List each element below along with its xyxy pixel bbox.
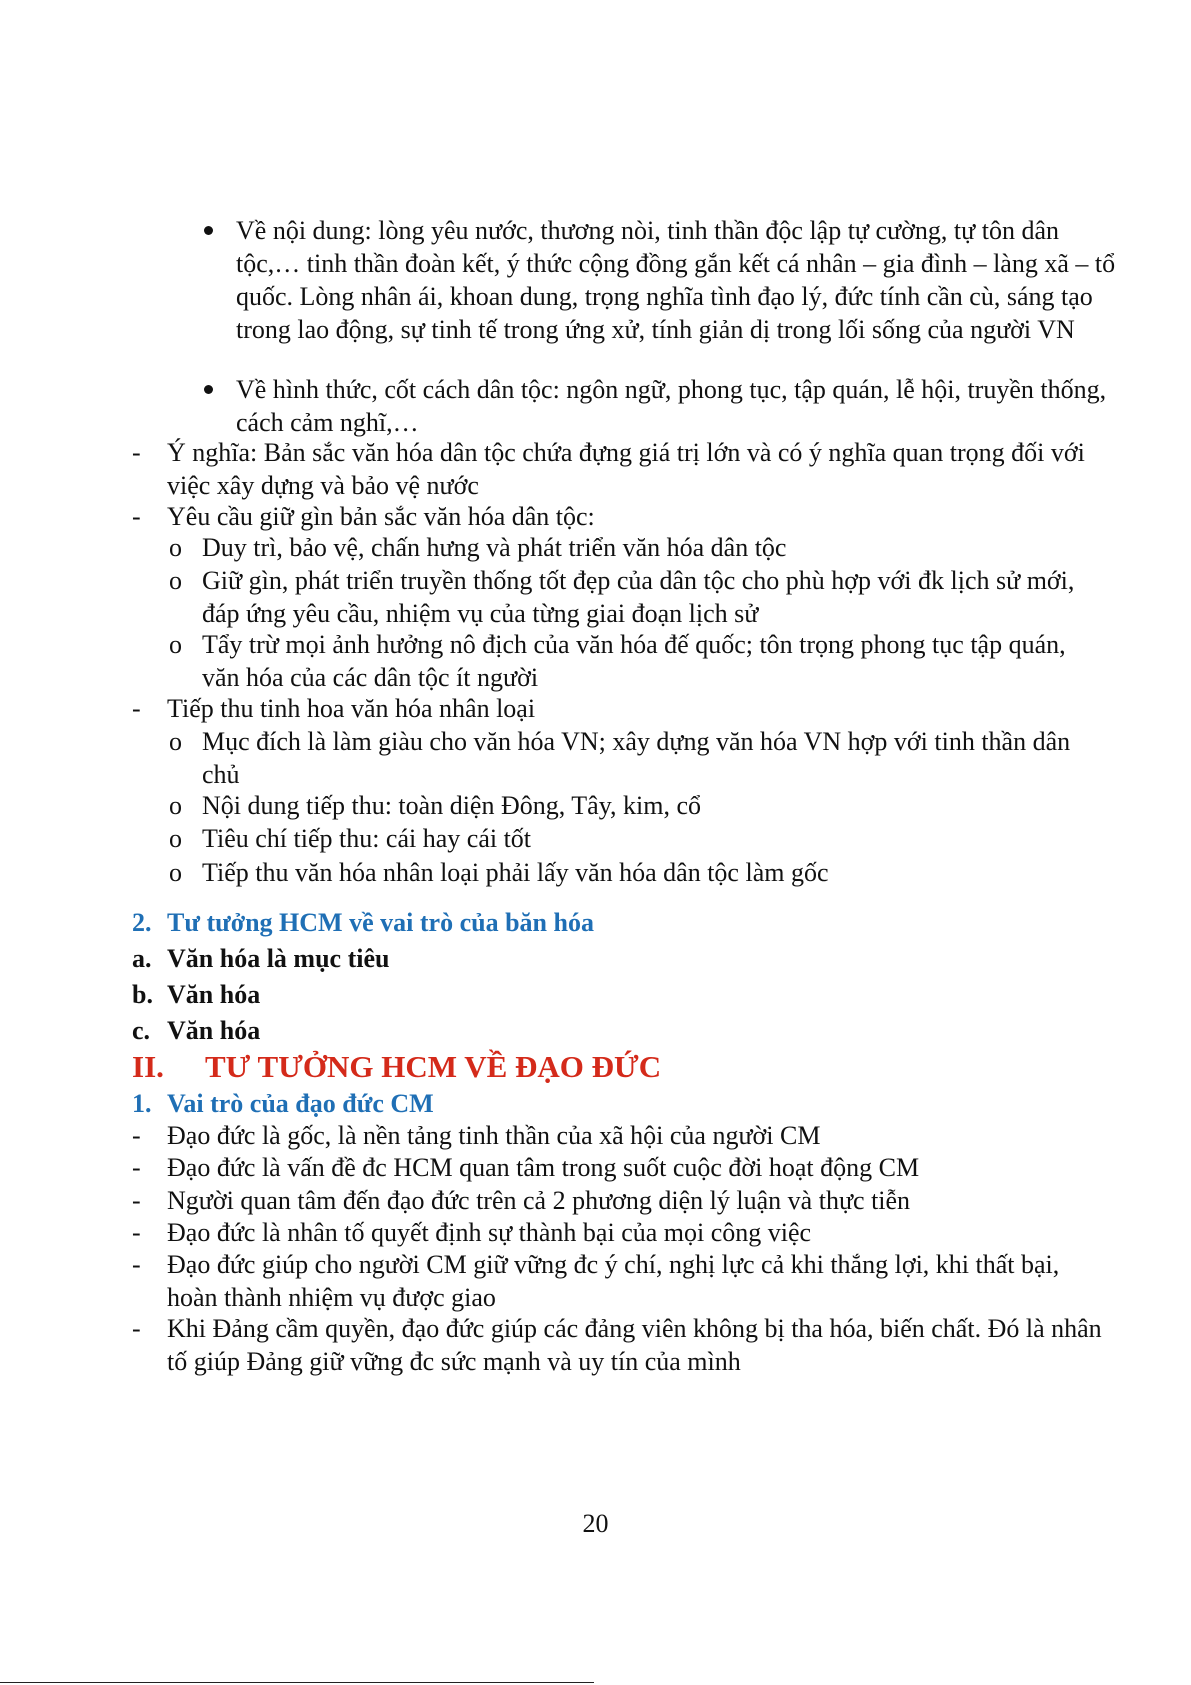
dash-marker: -: [132, 1218, 141, 1247]
bullet-item-noi-dung: Về nội dung: lòng yêu nước, thương nòi, tinh thần độc lập tự cường, tự tôn dân tộc,… tinh thần đoàn kết, ý thức cộng đồng gắn kết cá nhân – gia đình – làng xã – tổ quốc. Lòng nhân ái, khoan dung, trọng nghĩa tình đạo lý, đức tính cần cù, sáng tạo trong lao động, sự tinh tế trong ứng xử, tính giản dị trong lối sống của người VN: [236, 216, 1116, 344]
circle-marker: o: [169, 630, 182, 659]
tiep-thu-subitem: Nội dung tiếp thu: toàn diện Đông, Tây, kim, cổ: [202, 791, 701, 820]
part-2-title: TƯ TƯỞNG HCM VỀ ĐẠO ĐỨC: [205, 1049, 662, 1084]
sub-a-title: Văn hóa là mục tiêu: [167, 944, 390, 973]
tiep-thu-subitem: Tiêu chí tiếp thu: cái hay cái tốt: [202, 824, 532, 853]
dao-duc-item: Đạo đức là nhân tố quyết định sự thành bại của mọi công việc: [167, 1218, 812, 1247]
circle-marker: o: [169, 791, 182, 820]
section-2-number: 2.: [132, 908, 152, 937]
part-2-number: II.: [132, 1049, 164, 1084]
circle-marker: o: [169, 727, 182, 756]
circle-marker: o: [169, 566, 182, 595]
dash-marker: -: [132, 1121, 141, 1150]
bullet-icon: [202, 214, 218, 247]
dao-duc-item: Người quan tâm đến đạo đức trên cả 2 phương diện lý luận và thực tiễn: [167, 1186, 911, 1215]
sub-a-label: a.: [132, 944, 152, 973]
sub-b-label: b.: [132, 980, 153, 1009]
bullet-icon: [202, 373, 218, 406]
yeu-cau-subitem: Tẩy trừ mọi ảnh hưởng nô địch của văn hóa đế quốc; tôn trọng phong tục tập quán, văn hóa của các dân tộc ít người: [202, 630, 1066, 692]
y-nghia-item: Ý nghĩa: Bản sắc văn hóa dân tộc chứa đựng giá trị lớn và có ý nghĩa quan trọng đối với việc xây dựng và bảo vệ nước: [167, 438, 1085, 500]
dash-marker: -: [132, 1153, 141, 1182]
sub-c-title: Văn hóa: [167, 1016, 261, 1045]
section-2-title: Tư tưởng HCM về vai trò của băn hóa: [167, 908, 594, 937]
dao-duc-item: Đạo đức là vấn đề đc HCM quan tâm trong suốt cuộc đời hoạt động CM: [167, 1153, 920, 1182]
dash-marker: -: [132, 1250, 141, 1279]
yeu-cau-subitem: Giữ gìn, phát triển truyền thống tốt đẹp của dân tộc cho phù hợp với đk lịch sử mới, đáp ứng yêu cầu, nhiệm vụ của từng giai đoạn lịch sử: [202, 566, 1075, 628]
dash-marker: -: [132, 438, 141, 467]
dao-duc-item: Đạo đức giúp cho người CM giữ vững đc ý chí, nghị lực cả khi thắng lợi, khi thất bại, hoàn thành nhiệm vụ được giao: [167, 1250, 1060, 1312]
tiep-thu-subitem: Mục đích là làm giàu cho văn hóa VN; xây dựng văn hóa VN hợp với tinh thần dân chủ: [202, 727, 1071, 789]
sub-b-title: Văn hóa: [167, 980, 261, 1009]
circle-marker: o: [169, 824, 182, 853]
page-number: 20: [582, 1509, 609, 1538]
dao-duc-item: Khi Đảng cầm quyền, đạo đức giúp các đảng viên không bị tha hóa, biến chất. Đó là nhân tố giúp Đảng giữ vững đc sức mạnh và uy tín của mình: [167, 1314, 1102, 1376]
yeu-cau-subitem: Duy trì, bảo vệ, chấn hưng và phát triển văn hóa dân tộc: [202, 533, 787, 562]
dash-marker: -: [132, 1314, 141, 1343]
bullet-item-hinh-thuc: Về hình thức, cốt cách dân tộc: ngôn ngữ, phong tục, tập quán, lễ hội, truyền thống, cách cảm nghĩ,…: [236, 375, 1107, 437]
bottom-rule: [0, 1682, 594, 1683]
circle-marker: o: [169, 858, 182, 887]
section-1-number: 1.: [132, 1089, 152, 1118]
circle-marker: o: [169, 533, 182, 562]
dash-marker: -: [132, 1186, 141, 1215]
dash-marker: -: [132, 502, 141, 531]
dao-duc-item: Đạo đức là gốc, là nền tảng tinh thần của xã hội của người CM: [167, 1121, 821, 1150]
dash-marker: -: [132, 694, 141, 723]
tiep-thu-item: Tiếp thu tinh hoa văn hóa nhân loại: [167, 694, 536, 723]
tiep-thu-subitem: Tiếp thu văn hóa nhân loại phải lấy văn hóa dân tộc làm gốc: [202, 858, 829, 887]
yeu-cau-item: Yêu cầu giữ gìn bản sắc văn hóa dân tộc:: [167, 502, 595, 531]
sub-c-label: c.: [132, 1016, 151, 1045]
section-1-title: Vai trò của đạo đức CM: [167, 1089, 434, 1118]
